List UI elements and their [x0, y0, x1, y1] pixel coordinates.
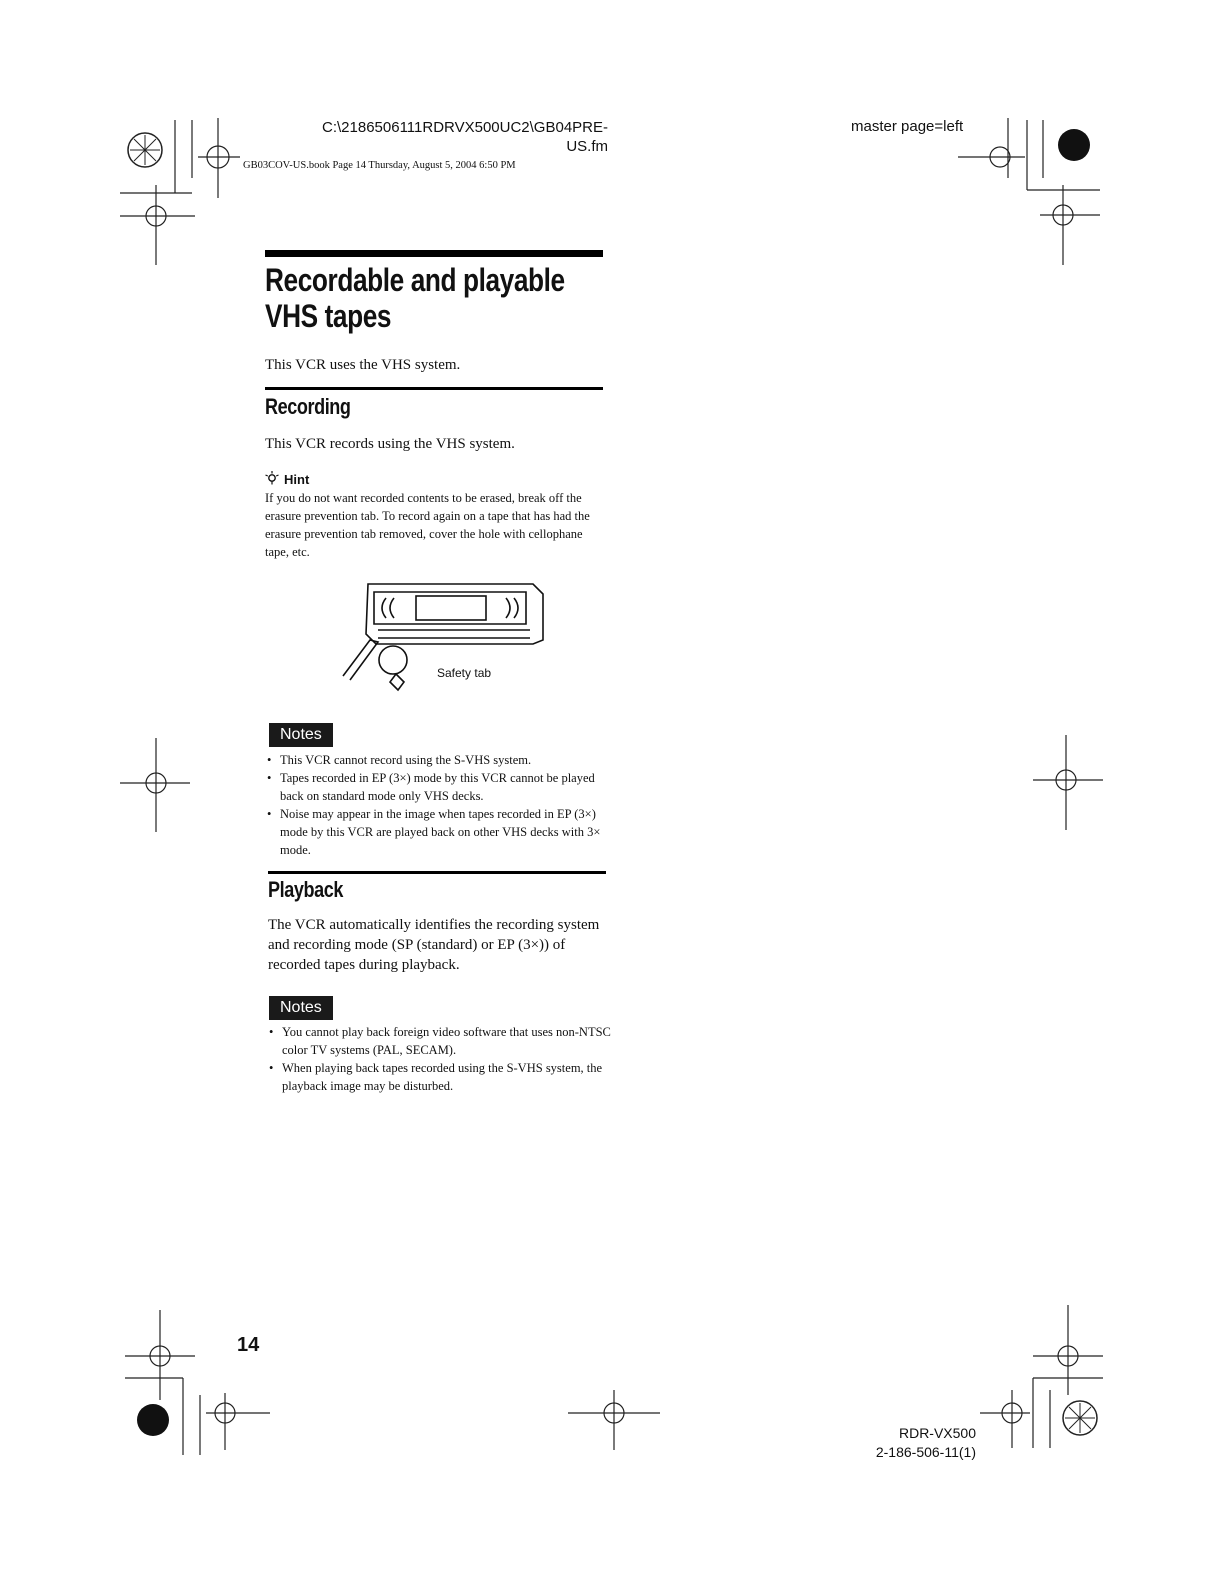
header-book-info: GB03COV-US.book Page 14 Thursday, August 5, 2004 6:50 PM	[243, 160, 516, 171]
hint-text: If you do not want recorded contents to be erased, break off the erasure prevention tab. To record again on a tape that has had the erasure prevention tab removed, cover the hole with cellophane tape, etc.	[265, 491, 590, 559]
playback-notes-badge: Notes	[269, 996, 333, 1020]
playback-notes-list	[267, 1023, 612, 1095]
playback-text: The VCR automatically identifies the recording system and recording mode (SP (standard) or EP (3×)) of recorded tapes during playback.	[268, 917, 600, 973]
hint-label: Hint	[284, 472, 310, 487]
list-item: • When playing back tapes recorded using the S-VHS system, the playback image may be disturbed.	[267, 1059, 612, 1095]
recording-rule	[265, 387, 603, 390]
footer-model	[876, 1424, 976, 1462]
intro-text: This VCR uses the VHS system.	[265, 357, 461, 373]
page-title: Recordable and playable VHS tapes	[265, 262, 565, 334]
list-item: • You cannot play back foreign video software that uses non-NTSC color TV systems (PAL, SECAM).	[267, 1023, 612, 1059]
lightbulb-icon	[265, 471, 279, 488]
list-item: • Noise may appear in the image when tapes recorded in EP (3×) mode by this VCR are played back on other VHS decks with 3× mode.	[265, 805, 610, 859]
playback-rule	[268, 871, 606, 874]
list-item: • This VCR cannot record using the S-VHS system.	[265, 751, 610, 769]
header-master-page: master page=left	[851, 118, 964, 135]
page-number: 14	[237, 1334, 260, 1356]
list-item: • Tapes recorded in EP (3×) mode by this VCR cannot be played back on standard mode only VHS decks.	[265, 769, 610, 805]
footer-model-name: RDR-VX500	[898, 1425, 976, 1441]
recording-heading: Recording	[265, 394, 351, 419]
figure-label-safety-tab: Safety tab	[437, 666, 492, 680]
recording-notes-badge: Notes	[269, 723, 333, 747]
header-file-path: C:\2186506111RDRVX500UC2\GB04PRE-US.fm	[322, 119, 608, 155]
recording-text: This VCR records using the VHS system.	[265, 436, 515, 452]
hint-heading	[265, 471, 309, 488]
footer-model-code: 2-186-506-11(1)	[875, 1444, 976, 1460]
playback-heading: Playback	[268, 877, 343, 902]
title-rule	[265, 250, 603, 257]
recording-notes-list	[265, 751, 610, 859]
